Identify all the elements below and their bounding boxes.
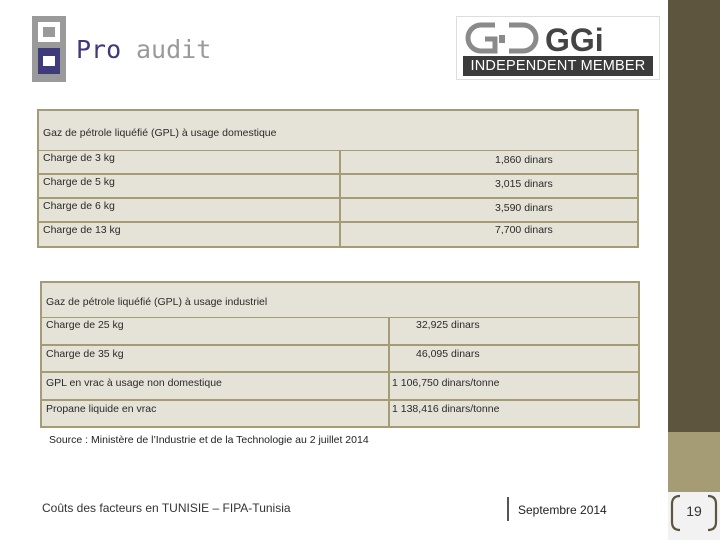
svg-text:audit: audit [136, 35, 212, 64]
table-row-label: Charge de 25 kg [42, 318, 388, 344]
table-industrial [40, 281, 640, 428]
sidebar-accent-light [668, 432, 720, 492]
ggi-logo [456, 16, 660, 80]
svg-text:Pro: Pro [76, 35, 122, 64]
table-row-value: 46,095 dinars [390, 346, 638, 371]
table-row-label: Charge de 35 kg [42, 346, 388, 371]
table-title: Gaz de pétrole liquéfié (GPL) à usage industriel [42, 283, 638, 317]
table-title: Gaz de pétrole liquéfié (GPL) à usage domestique [39, 111, 637, 150]
table-row-value: 1 138,416 dinars/tonne [390, 401, 638, 426]
table-row-label: Charge de 5 kg [39, 175, 339, 197]
table-row-value: 1,860 dinars [341, 151, 637, 173]
table-row-label: GPL en vrac à usage non domestique [42, 373, 388, 399]
table-row-value: 3,590 dinars [341, 199, 637, 221]
table-row-value: 7,700 dinars [341, 223, 637, 246]
footer-title: Coûts des facteurs en TUNISIE – FIPA-Tunisia [42, 501, 291, 515]
ggi-mark-icon [465, 21, 651, 55]
page-number-badge [668, 494, 720, 532]
ggi-band [463, 56, 653, 76]
table-row-label: Charge de 13 kg [39, 223, 339, 246]
table-row-label: Propane liquide en vrac [42, 401, 388, 426]
table-row-label: Charge de 6 kg [39, 199, 339, 221]
table-row-value: 1 106,750 dinars/tonne [390, 373, 638, 399]
proaudit-logo [30, 14, 230, 84]
ggi-band-text: INDEPENDENT MEMBER [470, 58, 646, 74]
source-note: Source : Ministère de l’Industrie et de la Technologie au 2 juillet 2014 [49, 434, 369, 446]
table-row-value: 3,015 dinars [341, 175, 637, 197]
table-row-label: Charge de 3 kg [39, 151, 339, 173]
footer-divider [507, 497, 509, 521]
footer-date: Septembre 2014 [518, 503, 607, 517]
table-row-value: 32,925 dinars [390, 318, 638, 344]
sidebar-accent-dark [668, 0, 720, 432]
svg-text:GGi: GGi [545, 22, 604, 55]
page-number: 19 [686, 503, 702, 519]
table-domestic [37, 109, 639, 248]
